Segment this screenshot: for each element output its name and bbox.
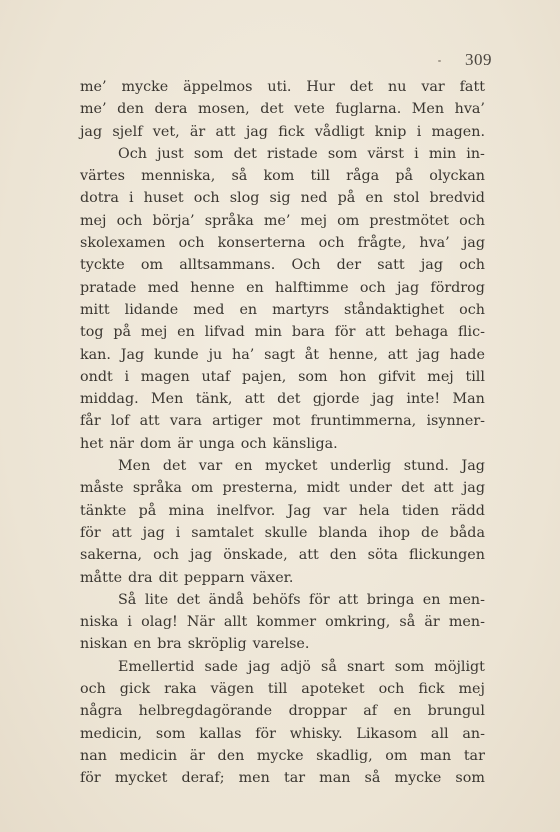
print-speck (438, 60, 441, 62)
text-line: me’ den dera mosen, det vete fuglarna. Men hva’ (80, 101, 485, 118)
text-line: Så lite det ändå behöfs för att bringa en men- (118, 591, 485, 608)
text-line: niska i olag! När allt kommer omkring, så är men- (80, 614, 485, 631)
text-line: Och just som det ristade som värst i min in- (118, 145, 485, 162)
page-number: 309 (465, 50, 492, 69)
text-line: tog på mej en lifvad min bara för att behaga flic- (80, 324, 485, 341)
text-line: mitt lidande med en martyrs ståndaktighet och (80, 301, 485, 318)
text-line: några helbregdagörande droppar af en brungul (80, 703, 485, 720)
text-line: och gick raka vägen till apoteket och fick mej (80, 681, 485, 698)
text-line: me’ mycke äppelmos uti. Hur det nu var fatt (80, 79, 485, 95)
text-line: måtte dra dit pepparn växer. (80, 569, 294, 586)
text-line: nan medicin är den mycke skadlig, om man tar (80, 747, 485, 764)
text-line: tänkte på mina inelfvor. Jag var hela tiden rädd (80, 502, 485, 519)
text-line: pratade med henne en halftimme och jag fördrog (80, 279, 485, 296)
text-line: niskan en bra skröplig varelse. (80, 636, 310, 653)
body-text (80, 76, 485, 790)
text-line: värtes menniska, så kom till råga på olyckan (80, 168, 485, 185)
text-line: tyckte om alltsammans. Och der satt jag och (80, 257, 485, 274)
text-line: får lof att vara artiger mot fruntimmerna, isynner- (80, 413, 485, 430)
text-line: ondt i magen utaf pajen, som hon gifvit mej till (80, 368, 485, 385)
text-line: middag. Men tänk, att det gjorde jag inte! Man (80, 391, 485, 408)
text-line: sakerna, och jag önskade, att den söta flickungen (80, 547, 485, 564)
text-line: jag sjelf vet, är att jag fick vådligt knip i magen. (80, 123, 485, 140)
text-line: för att jag i samtalet skulle blanda ihop de båda (80, 524, 485, 541)
text-line: mej och börja’ språka me’ mej om prestmötet och (80, 212, 485, 229)
text-line: het när dom är unga och känsliga. (80, 435, 338, 452)
text-line: dotra i huset och slog sig ned på en stol bredvid (80, 190, 485, 207)
text-line: kan. Jag kunde ju ha’ sagt åt henne, att jag hade (80, 346, 485, 363)
text-line: skolexamen och konserterna och frågte, hva’ jag (80, 235, 485, 252)
text-line: Men det var en mycket underlig stund. Jag (118, 458, 485, 475)
text-line: måste språka om presterna, midt under det att jag (80, 480, 485, 497)
text-line: för mycket deraf; men tar man så mycke som (80, 770, 485, 787)
text-line: medicin, som kallas för whisky. Likasom all an- (80, 725, 485, 742)
text-line: Emellertid sade jag adjö så snart som möjligt (118, 658, 485, 675)
